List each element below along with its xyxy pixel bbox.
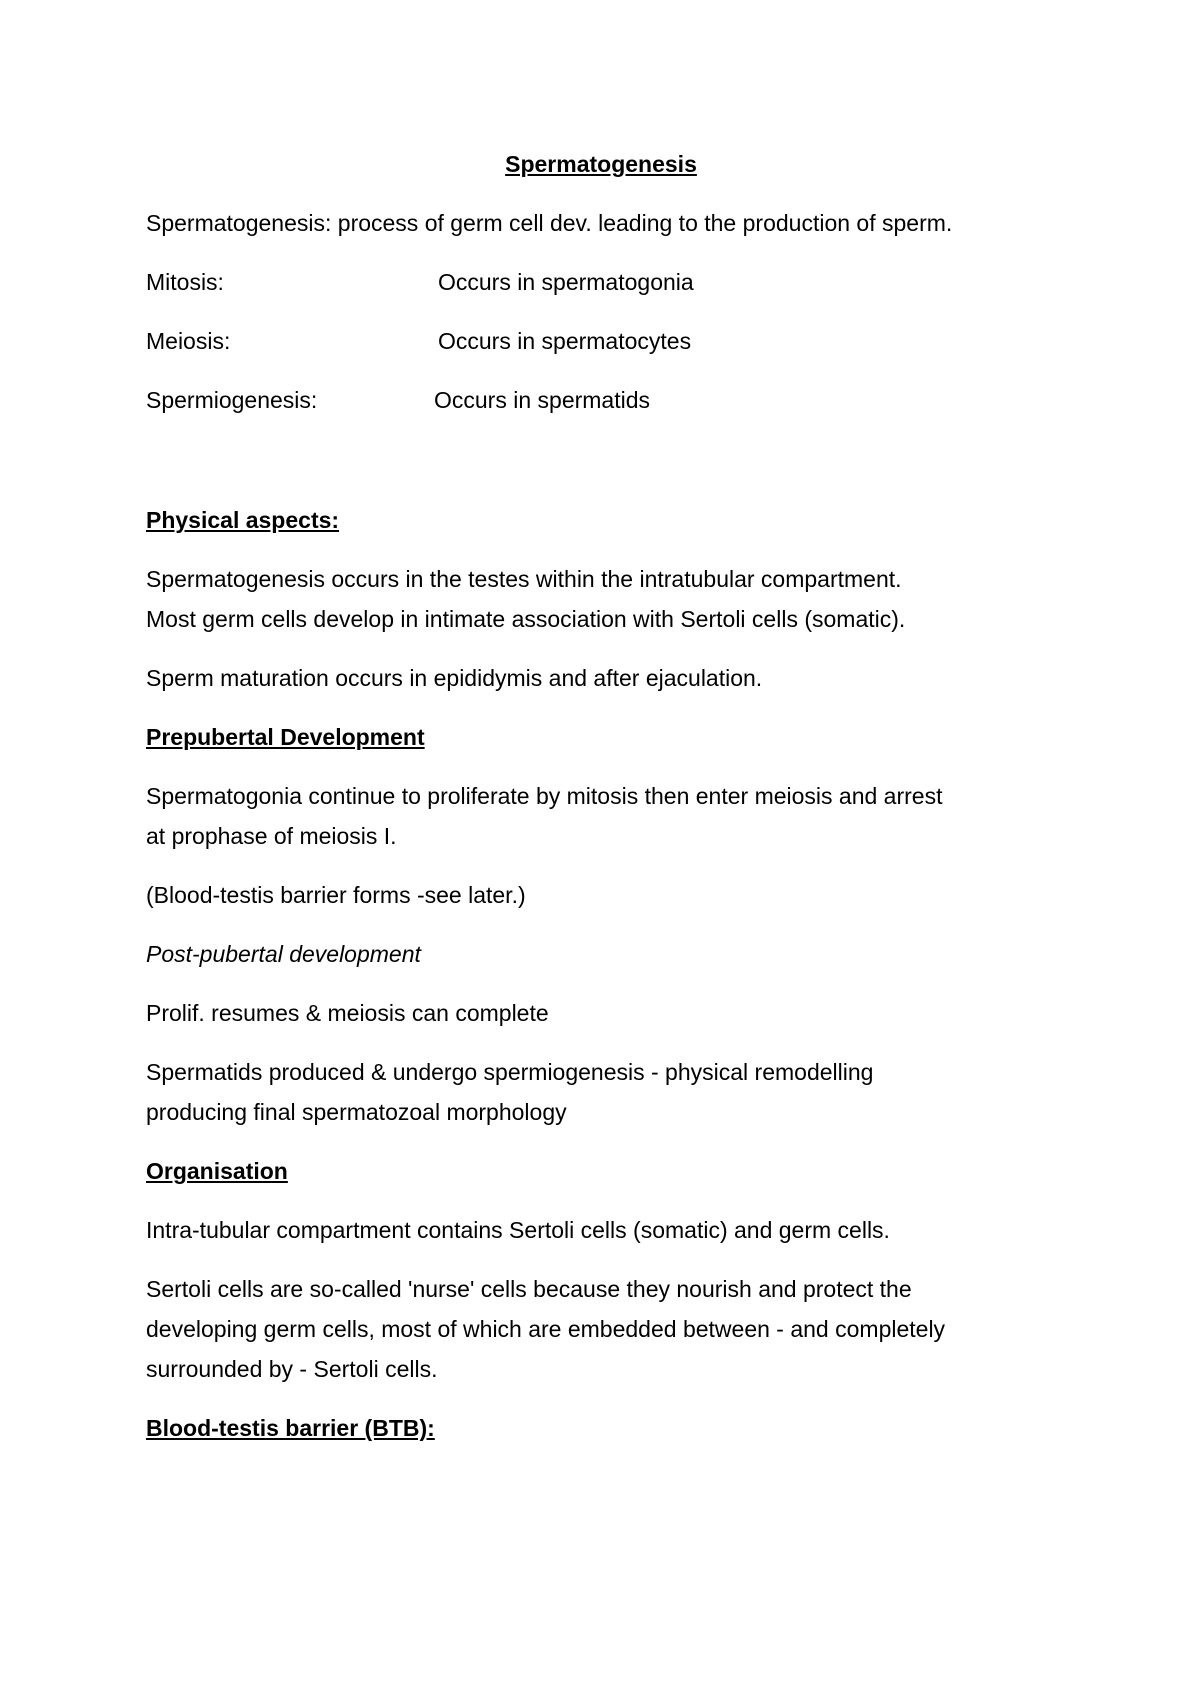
prepubertal-line-1: Spermatogonia continue to proliferate by mitosis then enter meiosis and arrest xyxy=(146,783,943,809)
prepubertal-heading: Prepubertal Development xyxy=(146,724,425,750)
stage-term: Meiosis: xyxy=(146,328,231,354)
physical-line-2: Most germ cells develop in intimate association with Sertoli cells (somatic). xyxy=(146,606,906,632)
stage-value: Occurs in spermatids xyxy=(434,387,651,413)
organisation-line-4: surrounded by - Sertoli cells. xyxy=(146,1356,438,1382)
stage-row-spermiogenesis xyxy=(146,380,651,420)
intro-definition: Spermatogenesis: process of germ cell dev. leading to the production of sperm. xyxy=(146,210,953,236)
postpubertal-heading: Post-pubertal development xyxy=(146,941,421,967)
organisation-line-3: developing germ cells, most of which are embedded between - and completely xyxy=(146,1316,946,1342)
stage-value: Occurs in spermatocytes xyxy=(438,328,692,354)
postpubertal-line-3: producing final spermatozoal morphology xyxy=(146,1099,567,1125)
postpubertal-line-1: Prolif. resumes & meiosis can complete xyxy=(146,1000,549,1026)
stage-row-mitosis xyxy=(146,262,694,302)
stage-term: Mitosis: xyxy=(146,269,224,295)
organisation-line-1: Intra-tubular compartment contains Sertoli cells (somatic) and germ cells. xyxy=(146,1217,890,1243)
physical-aspects-heading: Physical aspects: xyxy=(146,507,340,533)
physical-line-1: Spermatogenesis occurs in the testes within the intratubular compartment. xyxy=(146,566,902,592)
organisation-line-2: Sertoli cells are so-called 'nurse' cells because they nourish and protect the xyxy=(146,1276,912,1302)
prepubertal-line-2: at prophase of meiosis I. xyxy=(146,823,397,849)
stage-row-meiosis xyxy=(146,321,692,361)
prepubertal-line-3: (Blood-testis barrier forms -see later.) xyxy=(146,882,526,908)
organisation-heading: Organisation xyxy=(146,1158,288,1184)
stage-term: Spermiogenesis: xyxy=(146,387,318,413)
btb-heading: Blood-testis barrier (BTB): xyxy=(146,1415,435,1441)
stage-value: Occurs in spermatogonia xyxy=(438,269,694,295)
physical-line-3: Sperm maturation occurs in epididymis and after ejaculation. xyxy=(146,665,763,691)
page-title: Spermatogenesis xyxy=(505,151,697,177)
postpubertal-line-2: Spermatids produced & undergo spermiogenesis - physical remodelling xyxy=(146,1059,874,1085)
